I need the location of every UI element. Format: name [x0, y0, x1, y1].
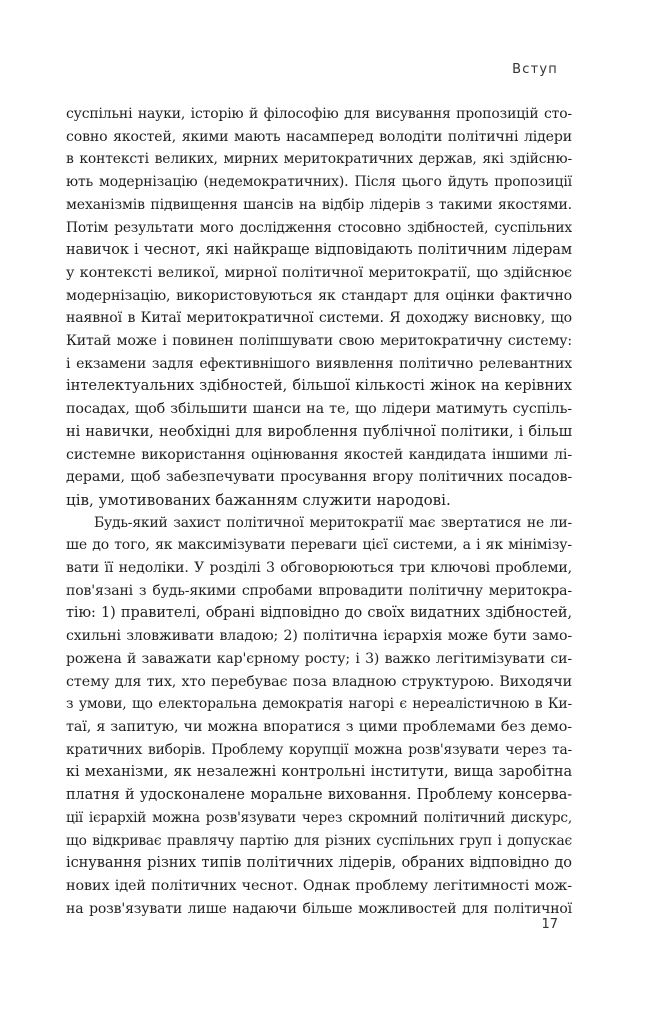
body-text: [66, 103, 572, 920]
text-line: ції ієрархій можна розв'язувати через скромний політичний дискурс,: [66, 809, 572, 826]
text-line: що відкриває правлячу партію для різних суспільних груп і допускає: [66, 832, 572, 849]
text-line: ють модернізацію (недемократичних). Після цього йдуть пропозиції: [66, 174, 572, 191]
text-line: посадах, щоб збільшити шанси на те, що лідери матимуть суспіль-: [66, 401, 572, 418]
text-line: пов'язані з будь-якими спробами впровадити політичну меритокра-: [66, 582, 572, 599]
text-line: рожена й заважати кар'єрному росту; і 3) важко легітимізувати си-: [66, 650, 572, 667]
text-line: дерами, щоб забезпечувати просування вгору політичних посадов-: [66, 469, 572, 486]
paragraph: [66, 103, 572, 512]
text-line: вати її недоліки. У розділі 3 обговорюються три ключові проблеми,: [66, 560, 572, 577]
text-line: Будь-який захист політичної меритократії має звертатися не ли-: [94, 514, 572, 531]
running-head: Вступ: [512, 62, 558, 77]
text-line: системне використання оцінювання якостей кандидата іншими лі-: [66, 446, 572, 463]
text-line: і екзамени задля ефективнішого виявлення політично релевантних: [66, 355, 572, 372]
text-line: тію: 1) правителі, обрані відповідно до своїх видатних здібностей,: [66, 605, 572, 622]
text-line: ців, умотивованих бажанням служити народові.: [66, 490, 451, 509]
text-line: у контексті великої, мирної політичної меритократії, що здійснює: [66, 264, 572, 281]
text-line: суспільні науки, історію й філософію для висування пропозицій сто-: [66, 106, 572, 122]
text-line: стему для тих, хто перебуває поза владною структурою. Виходячи: [66, 673, 572, 690]
text-line: існування різних типів політичних лідерів, обраних відповідно до: [66, 854, 572, 872]
text-line: платня й удосконалене моральне виховання. Проблему консерва-: [66, 787, 572, 804]
text-line: кі механізми, як незалежні контрольні інститути, вища заробітна: [66, 764, 572, 781]
text-line: механізмів підвищення шансів на відбір лідерів з такими якостями.: [66, 196, 572, 213]
text-line: з умови, що електоральна демократія нагорі є нереалістичною в Ки-: [66, 696, 572, 713]
text-line: таї, я запитую, чи можна впоратися з цими проблемами без демо-: [66, 718, 572, 735]
text-line: ні навички, необхідні для вироблення публічної політики, і більш: [66, 423, 572, 440]
text-line: кратичних виборів. Проблему корупції можна розв'язувати через та-: [66, 741, 572, 758]
paragraph: [66, 512, 572, 921]
text-line: наявної в Китаї меритократичної системи. Я доходжу висновку, що: [66, 310, 572, 327]
text-line: нових ідей політичних чеснот. Однак проблему легітимності мож-: [66, 877, 572, 894]
text-line: інтелектуальних здібностей, більшої кількості жінок на керівних: [66, 377, 572, 395]
text-line: ше до того, як максимізувати переваги цієї системи, а і як мінімізу-: [66, 537, 572, 554]
text-line: навичок і чеснот, які найкраще відповідають політичним лідерам: [66, 242, 572, 259]
text-line: схильні зловживати владою; 2) політична ієрархія може бути замо-: [66, 628, 572, 645]
page-number: 17: [541, 917, 558, 932]
text-line: на розв'язувати лише надаючи більше можливостей для політичної: [66, 900, 572, 917]
text-line: в контексті великих, мирних меритократичних держав, які здійсню-: [66, 151, 572, 168]
text-line: Потім результати мого дослідження стосовно здібностей, суспільних: [66, 219, 572, 236]
text-line: совно якостей, якими мають насамперед володіти політичні лідери: [66, 128, 572, 145]
text-line: модернізацію, використовуються як стандарт для оцінки фактично: [66, 287, 572, 304]
text-line: Китай може і повинен поліпшувати свою меритократичну систему:: [66, 333, 572, 350]
